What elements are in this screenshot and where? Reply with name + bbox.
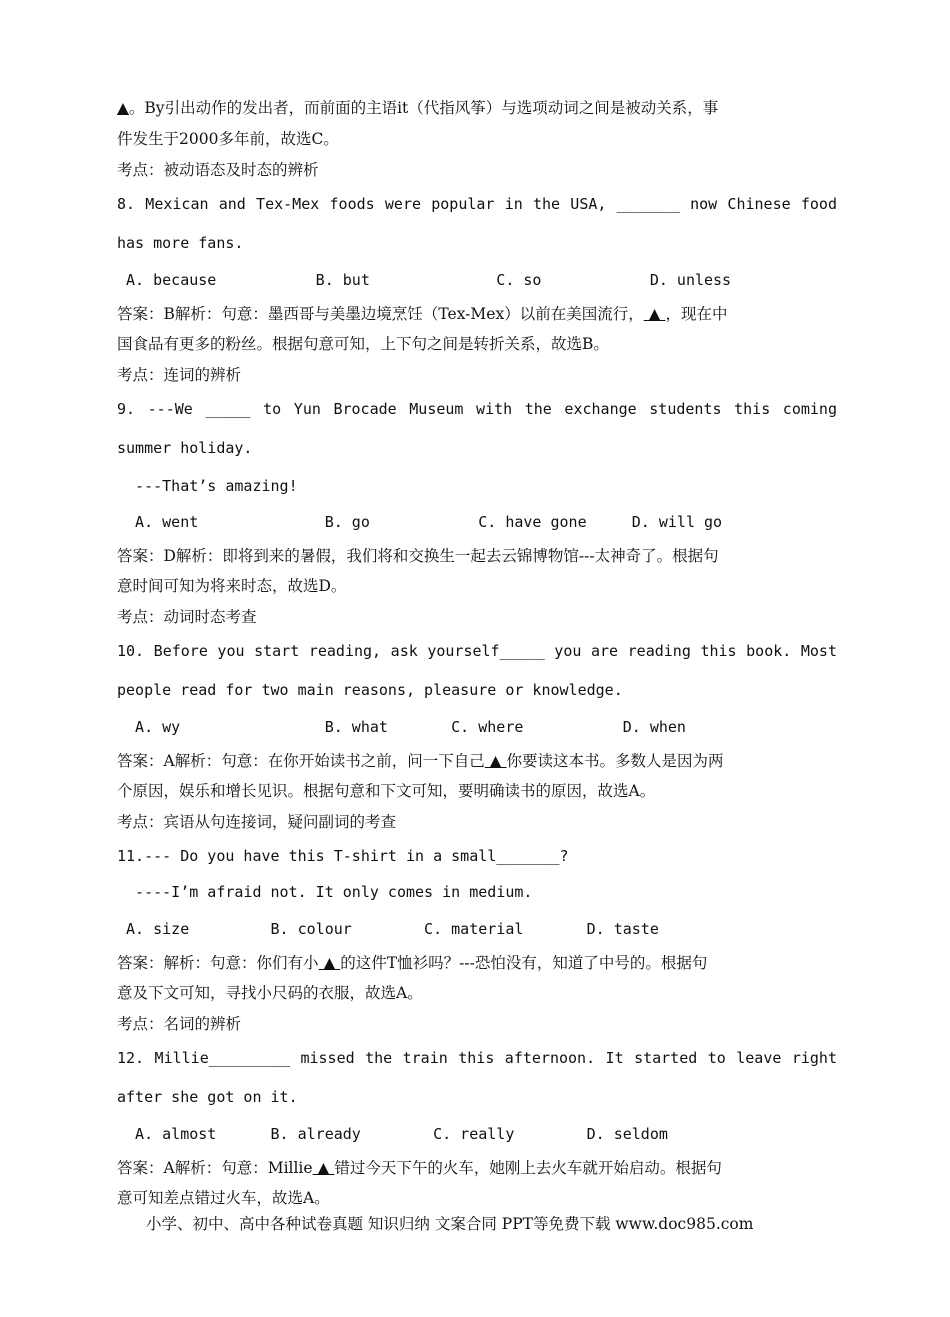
question-9-response: ---That’s amazing! xyxy=(117,477,298,495)
answer-12-line-2: 意可知差点错过火车，故选A。 xyxy=(117,1189,330,1207)
knowledge-point-9: 考点：动词时态考查 xyxy=(117,608,257,626)
blank-marker: ▲ xyxy=(318,954,341,972)
answer-7-line-1: ▲。By引出动作的发出者，而前面的主语it（代指风筝）与选项动词之间是被动关系，事 xyxy=(117,99,719,117)
answer-9-line-1: 答案：D解析：即将到来的暑假，我们将和交换生一起去云锦博物馆---太神奇了。根据句 xyxy=(117,547,719,565)
answer-11-line-1: 答案：解析：句意：你们有小 ▲ 的这件T恤衫吗？---恐怕没有，知道了中号的。根据句 xyxy=(117,954,708,972)
knowledge-point-8: 考点：连词的辨析 xyxy=(117,366,242,384)
page-footer: 小学、初中、高中各种试卷真题 知识归纳 文案合同 PPT等免费下载 www.doc985.com xyxy=(146,1215,754,1233)
blank-marker: ▲ xyxy=(117,99,129,117)
answer-8-line-2: 国食品有更多的粉丝。根据句意可知，上下句之间是转折关系，故选B。 xyxy=(117,335,609,353)
question-9-line-2: summer holiday. xyxy=(117,439,253,457)
question-9-options: A. went B. go C. have gone D. will go xyxy=(117,513,723,531)
blank-marker: ▲ xyxy=(312,1159,335,1177)
question-12-options: A. almost B. already C. really D. seldom xyxy=(117,1125,668,1143)
answer-7-line-2: 件发生于2000多年前，故选C。 xyxy=(117,130,339,148)
blank-marker: ▲ xyxy=(643,305,666,323)
answer-10-line-1: 答案：A解析：句意：在你开始读书之前，问一下自己 ▲ 你要读这本书。多数人是因为两 xyxy=(117,752,724,770)
question-11-options: A. size B. colour C. material D. taste xyxy=(117,920,659,938)
answer-12-line-1: 答案：A解析：句意：Millie ▲ 错过今天下午的火车，她刚上去火车就开始启动。根据句 xyxy=(117,1159,722,1177)
question-10-options: A. wy B. what C. where D. when xyxy=(117,718,686,736)
blank-marker: ▲ xyxy=(484,752,507,770)
answer-9-line-2: 意时间可知为将来时态，故选D。 xyxy=(117,577,347,595)
question-12-line-1: 12. Millie_________ missed the train this afternoon. It started to leave right xyxy=(117,1049,837,1067)
answer-8-line-1: 答案：B解析：句意：墨西哥与美墨边境烹饪（Tex-Mex）以前在美国流行， ▲ ，现在中 xyxy=(117,305,728,323)
question-12-line-2: after she got on it. xyxy=(117,1088,298,1106)
question-11-response: ----I’m afraid not. It only comes in medium. xyxy=(117,883,533,901)
knowledge-point-7: 考点：被动语态及时态的辨析 xyxy=(117,161,319,179)
question-8-line-1: 8. Mexican and Tex-Mex foods were popular in the USA, _______ now Chinese food xyxy=(117,195,837,213)
question-8-options: A. because B. but C. so D. unless xyxy=(117,271,732,289)
question-8-line-2: has more fans. xyxy=(117,234,244,252)
answer-10-line-2: 个原因，娱乐和增长见识。根据句意和下文可知，要明确读书的原因，故选A。 xyxy=(117,782,656,800)
answer-11-line-2: 意及下文可知，寻找小尺码的衣服，故选A。 xyxy=(117,984,423,1002)
question-10-line-1: 10. Before you start reading, ask yourself_____ you are reading this book. Most xyxy=(117,642,837,660)
knowledge-point-10: 考点：宾语从句连接词，疑问副词的考查 xyxy=(117,813,397,831)
question-9-line-1: 9. ---We _____ to Yun Brocade Museum with the exchange students this coming xyxy=(117,400,837,418)
question-10-line-2: people read for two main reasons, pleasure or knowledge. xyxy=(117,681,623,699)
question-11-line-1: 11.--- Do you have this T-shirt in a small_______? xyxy=(117,847,569,865)
knowledge-point-11: 考点：名词的辨析 xyxy=(117,1015,242,1033)
